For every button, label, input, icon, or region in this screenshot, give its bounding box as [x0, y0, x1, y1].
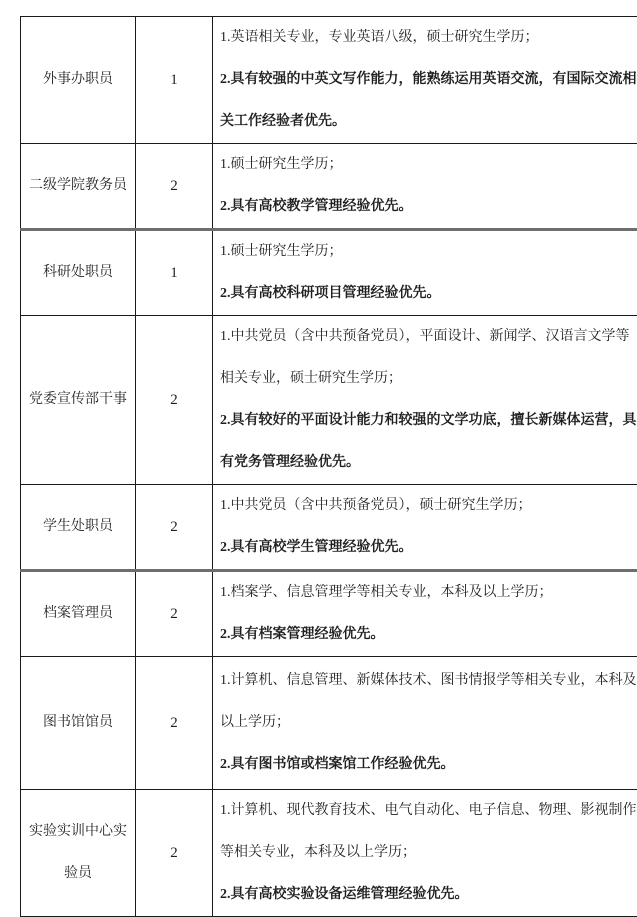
position-cell: 科研处职员	[21, 230, 136, 316]
requirement-item: 1.计算机、现代教育技术、电气自动化、电子信息、物理、影视制作等相关专业，本科及以上学历；	[220, 790, 637, 874]
recruitment-positions-table	[20, 16, 637, 917]
count-cell: 2	[136, 571, 213, 657]
requirement-item: 1.硕士研究生学历；	[220, 144, 637, 186]
requirement-item: 1.中共党员（含中共预备党员），硕士研究生学历；	[220, 485, 637, 527]
position-cell: 实验实训中心实验员	[21, 790, 136, 917]
requirements-cell	[213, 657, 637, 790]
requirement-item: 2.具有高校教学管理经验优先。	[220, 186, 637, 228]
requirement-item: 2.具有较好的平面设计能力和较强的文学功底，擅长新媒体运营，具有党务管理经验优先。	[220, 400, 637, 484]
requirement-item: 2.具有较强的中英文写作能力，能熟练运用英语交流，有国际交流相关工作经验者优先。	[220, 59, 637, 143]
requirements-cell	[213, 485, 637, 571]
requirement-item: 1.档案学、信息管理学等相关专业，本科及以上学历；	[220, 572, 637, 614]
requirements-cell	[213, 790, 637, 917]
table-row	[21, 17, 637, 144]
count-cell: 2	[136, 316, 213, 485]
table-row	[21, 144, 637, 230]
count-cell: 2	[136, 657, 213, 790]
table-row	[21, 485, 637, 571]
requirement-item: 2.具有图书馆或档案馆工作经验优先。	[220, 744, 637, 786]
position-cell: 外事办职员	[21, 17, 136, 144]
requirement-item: 1.硕士研究生学历；	[220, 231, 637, 273]
table-row	[21, 790, 637, 917]
count-cell: 1	[136, 230, 213, 316]
requirement-item: 1.英语相关专业，专业英语八级，硕士研究生学历；	[220, 17, 637, 59]
position-cell: 档案管理员	[21, 571, 136, 657]
count-cell: 1	[136, 17, 213, 144]
table-row	[21, 316, 637, 485]
count-cell: 2	[136, 144, 213, 230]
requirements-cell	[213, 230, 637, 316]
requirement-item: 2.具有档案管理经验优先。	[220, 614, 637, 656]
requirements-cell	[213, 144, 637, 230]
count-cell: 2	[136, 790, 213, 917]
requirements-cell	[213, 17, 637, 144]
table-row	[21, 571, 637, 657]
requirement-item: 1.中共党员（含中共预备党员），平面设计、新闻学、汉语言文学等相关专业，硕士研究生学历；	[220, 316, 637, 400]
table-row	[21, 230, 637, 316]
requirement-item: 2.具有高校科研项目管理经验优先。	[220, 273, 637, 315]
position-cell: 学生处职员	[21, 485, 136, 571]
requirements-cell	[213, 316, 637, 485]
table-row	[21, 657, 637, 790]
position-cell: 二级学院教务员	[21, 144, 136, 230]
requirement-item: 1.计算机、信息管理、新媒体技术、图书情报学等相关专业，本科及以上学历；	[220, 660, 637, 744]
position-cell: 党委宣传部干事	[21, 316, 136, 485]
count-cell: 2	[136, 485, 213, 571]
position-cell: 图书馆馆员	[21, 657, 136, 790]
requirements-cell	[213, 571, 637, 657]
requirement-item: 2.具有高校学生管理经验优先。	[220, 527, 637, 569]
requirement-item: 2.具有高校实验设备运维管理经验优先。	[220, 874, 637, 916]
